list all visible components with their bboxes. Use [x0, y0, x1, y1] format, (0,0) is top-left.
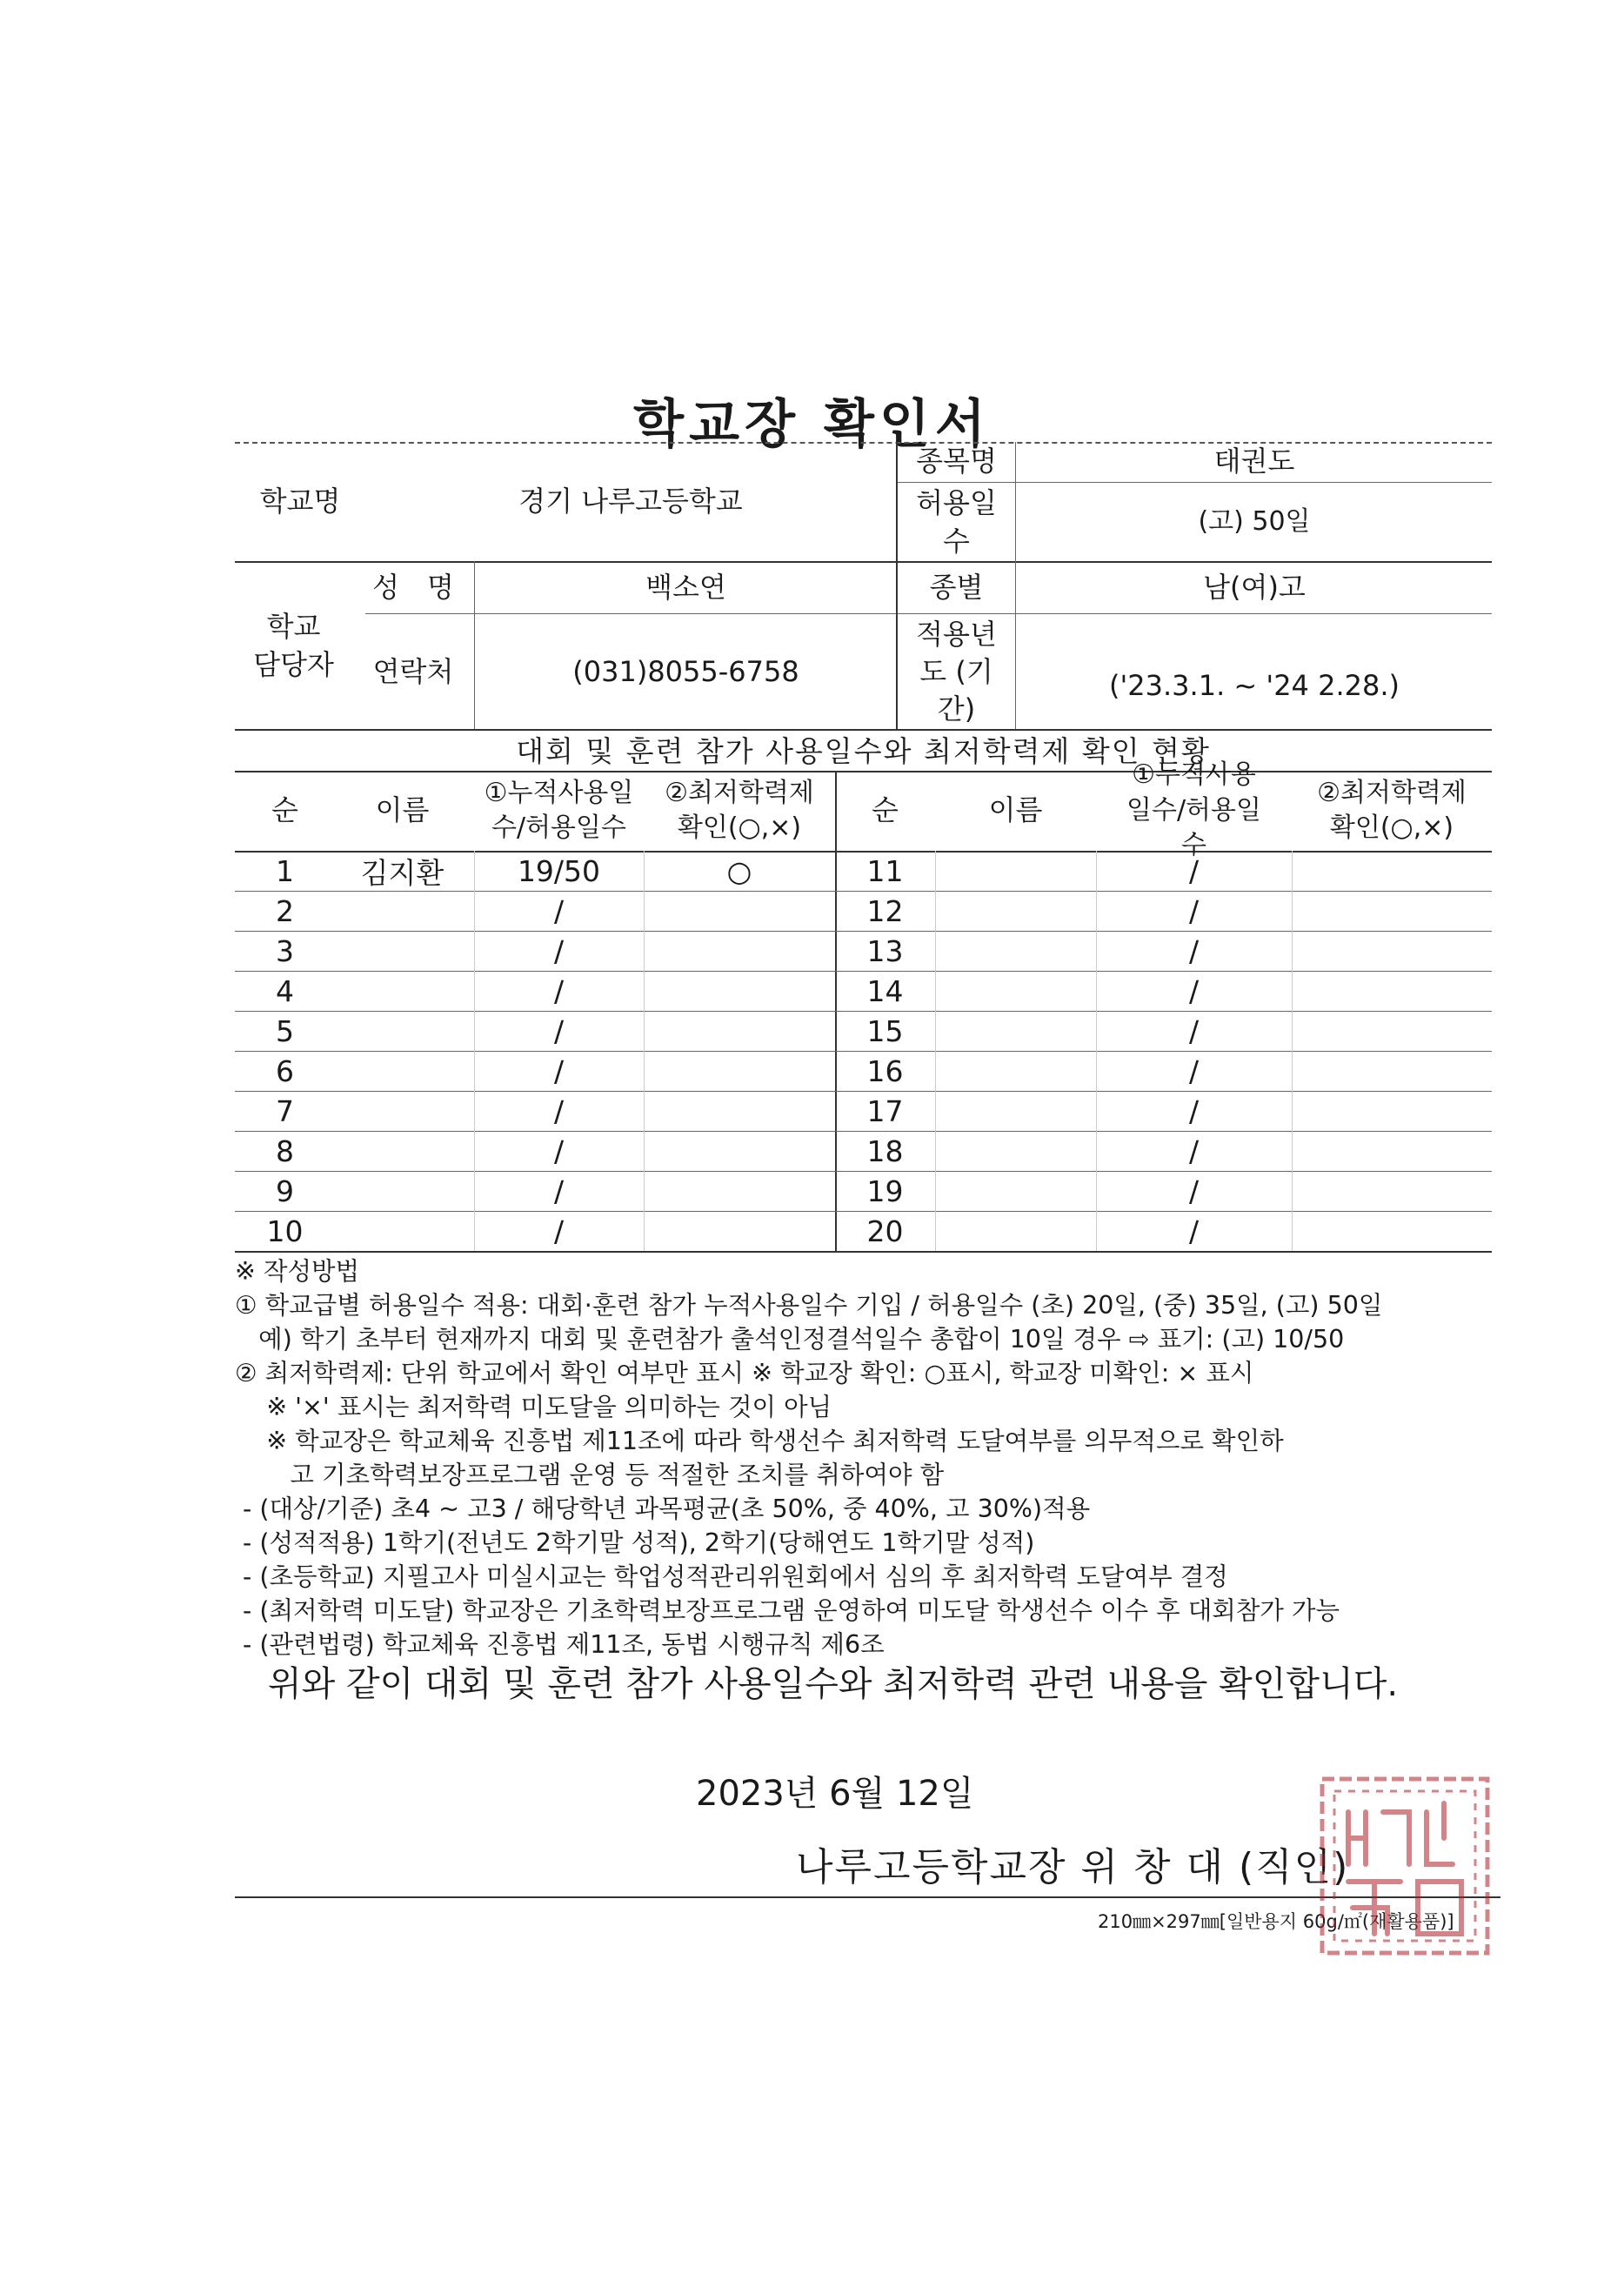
table-cell-check: [644, 1051, 835, 1091]
official-seal-icon: [1313, 1769, 1500, 1969]
note-line: - (초등학교) 지필고사 미실시교는 학업성적관리위원회에서 심의 후 최저학력 도달여부 결정: [235, 1562, 1228, 1591]
table-cell-name: [335, 971, 470, 1011]
sport-label: 종목명: [916, 445, 997, 478]
table-cell-days: /: [553, 933, 565, 968]
table-cell-no: 17: [866, 1093, 904, 1128]
table-cell-days: /: [1188, 1053, 1200, 1088]
table-cell-days: /: [1188, 1013, 1200, 1048]
table-cell-days: /: [1188, 893, 1200, 928]
table-cell-check: [644, 1131, 835, 1171]
table-cell-no: 15: [866, 1013, 904, 1048]
table-cell-no: 12: [866, 893, 904, 928]
table-cell-days: /: [1188, 1093, 1200, 1128]
manager-name: 백소연: [645, 571, 726, 605]
table-cell-check: ○: [726, 853, 752, 888]
allowed-days-label: 허용일수: [916, 486, 997, 558]
table-cell-no: 8: [276, 1133, 294, 1168]
header-name-left: 이름: [375, 793, 430, 827]
table-cell-name: 김지환: [360, 855, 444, 890]
table-cell-days: /: [1188, 973, 1200, 1008]
note-line: ※ '×' 표시는 최저학력 미도달을 의미하는 것이 아님: [235, 1393, 832, 1421]
table-cell-name: [935, 1131, 1096, 1171]
table-cell-name: [935, 971, 1096, 1011]
footer-border: [235, 1896, 1500, 1898]
name-row-border: [365, 613, 896, 614]
table-cell-check: [644, 971, 835, 1011]
allowed-days-value: (고) 50일: [1198, 506, 1311, 538]
note-line: ※ 작성방법: [235, 1257, 360, 1286]
header-check-left: ②최저학력제 확인(○,×): [665, 777, 814, 843]
table-cell-name: [335, 1011, 470, 1051]
note-line: ※ 학교장은 학교체육 진흥법 제11조에 따라 학생선수 최저학력 도달여부를 의무적으로 확인하: [235, 1427, 1284, 1455]
info-bottom-border: [235, 729, 1492, 731]
table-cell-check: [1292, 931, 1492, 971]
table-cell-name: [335, 1051, 470, 1091]
note-line: - (관련법령) 학교체육 진흥법 제11조, 동법 시행규칙 제6조: [235, 1630, 885, 1659]
header-days-right: ①누적사용일수/허용일수: [1126, 759, 1261, 861]
table-cell-name: [935, 931, 1096, 971]
table-cell-check: [1292, 1211, 1492, 1251]
table-cell-no: 16: [866, 1053, 904, 1088]
contact-label: 연락처: [372, 654, 454, 688]
period-value: ('23.3.1. ~ '24 2.28.): [1109, 669, 1400, 703]
table-cell-check: [644, 891, 835, 931]
table-cell-check: [644, 1011, 835, 1051]
sport-row-border: [896, 482, 1492, 483]
sport-value: 태권도: [1213, 445, 1295, 478]
note-line: 고 기초학력보장프로그램 운영 등 적절한 조치를 취하여야 함: [235, 1461, 945, 1489]
table-cell-no: 13: [866, 933, 904, 968]
school-name: 경기 나루고등학교: [518, 484, 743, 518]
table-cell-no: 6: [276, 1053, 294, 1088]
table-cell-no: 11: [866, 853, 904, 888]
table-cell-check: [1292, 891, 1492, 931]
table-cell-days: /: [553, 1053, 565, 1088]
note-line: 예) 학기 초부터 현재까지 대회 및 훈련참가 출석인정결석일수 총합이 10일 경우 ⇨ 표기: (고) 10/50: [235, 1325, 1345, 1354]
table-bottom-border: [235, 1251, 1492, 1253]
note-line: - (성적적용) 1학기(전년도 2학기말 성적), 2학기(당해연도 1학기말 성적): [235, 1528, 1035, 1557]
table-cell-days: /: [1188, 933, 1200, 968]
table-cell-name: [935, 1091, 1096, 1131]
table-cell-name: [935, 1011, 1096, 1051]
table-cell-name: [335, 1091, 470, 1131]
table-cell-no: 3: [276, 933, 294, 968]
document-title: 학교장 확인서: [633, 394, 991, 455]
table-cell-check: [1292, 851, 1492, 891]
table-cell-days: /: [553, 1133, 565, 1168]
table-cell-check: [1292, 1171, 1492, 1211]
table-cell-name: [935, 1051, 1096, 1091]
table-col-divider: [935, 851, 936, 1251]
table-cell-name: [335, 1171, 470, 1211]
table-cell-no: 19: [866, 1174, 904, 1208]
table-cell-name: [335, 1131, 470, 1171]
header-name-right: 이름: [988, 793, 1043, 827]
table-cell-days: /: [553, 1013, 565, 1048]
table-cell-no: 20: [866, 1214, 904, 1248]
table-cell-days: /: [553, 973, 565, 1008]
table-col-divider: [474, 851, 475, 1251]
table-cell-days: 19/50: [517, 853, 601, 888]
note-line: ② 최저학력제: 단위 학교에서 확인 여부만 표시 ※ 학교장 확인: ○표시, 학교장 미확인: × 표시: [235, 1359, 1254, 1388]
name-label: 성 명: [372, 571, 454, 605]
table-cell-name: [335, 891, 470, 931]
confirmation-text: 위와 같이 대회 및 훈련 참가 사용일수와 최저학력 관련 내용을 확인합니다.: [268, 1664, 1399, 1704]
table-cell-days: /: [1188, 853, 1200, 888]
writing-guide: [235, 1254, 1522, 1662]
table-cell-name: [335, 931, 470, 971]
type-row-border: [896, 613, 1492, 614]
table-cell-check: [644, 1171, 835, 1211]
table-cell-no: 7: [276, 1093, 294, 1128]
table-cell-days: /: [553, 1093, 565, 1128]
school-label: 학교명: [259, 484, 341, 518]
table-cell-name: [935, 1211, 1096, 1251]
table-cell-days: /: [553, 1174, 565, 1208]
table-cell-check: [644, 1091, 835, 1131]
type-value: 남(여)고: [1203, 571, 1306, 605]
table-cell-name: [935, 851, 1096, 891]
table-cell-name: [935, 1171, 1096, 1211]
manager-label: 학교 담당자: [253, 610, 334, 681]
table-cell-name: [335, 1211, 470, 1251]
table-cell-days: /: [1188, 1133, 1200, 1168]
table-cell-no: 5: [276, 1013, 294, 1048]
note-line: - (대상/기준) 초4 ~ 고3 / 해당학년 과목평균(초 50%, 중 40%, 고 30%)적용: [235, 1495, 1091, 1523]
note-line: - (최저학력 미도달) 학교장은 기초학력보장프로그램 운영하여 미도달 학생선수 이수 후 대회참가 가능: [235, 1596, 1340, 1625]
table-caption: 대회 및 훈련 참가 사용일수와 최저학력제 확인 현황: [516, 733, 1211, 768]
table-cell-days: /: [553, 893, 565, 928]
table-cell-check: [1292, 1051, 1492, 1091]
table-cell-check: [1292, 1011, 1492, 1051]
table-col-divider: [1292, 851, 1293, 1251]
table-cell-no: 1: [276, 853, 294, 888]
info-col-divider-2: [1015, 442, 1016, 729]
issue-date: 2023년 6월 12일: [696, 1774, 974, 1814]
table-cell-days: /: [1188, 1174, 1200, 1208]
principal-signature-line: 나루고등학교장 위 창 대 (직인): [796, 1845, 1350, 1889]
period-label: 적용년도 (기간): [916, 617, 997, 726]
table-cell-name: [935, 891, 1096, 931]
table-cell-days: /: [1188, 1214, 1200, 1248]
manager-col-divider: [474, 561, 475, 729]
table-cell-days: /: [553, 1214, 565, 1248]
table-cell-check: [1292, 971, 1492, 1011]
table-cell-check: [644, 1211, 835, 1251]
header-no-right: 순: [872, 793, 899, 827]
table-cell-no: 2: [276, 893, 294, 928]
table-cell-check: [644, 931, 835, 971]
table-col-divider: [1096, 851, 1097, 1251]
table-cell-no: 14: [866, 973, 904, 1008]
paper-spec: 210㎜×297㎜[일반용지 60g/㎡(재활용품)]: [1098, 1911, 1454, 1932]
contact-value: (031)8055-6758: [572, 654, 799, 688]
table-col-divider: [644, 851, 645, 1251]
table-cell-no: 18: [866, 1133, 904, 1168]
header-days-left: ①누적사용일수/허용일수: [484, 777, 634, 843]
header-no-left: 순: [271, 793, 298, 827]
header-check-right: ②최저학력제 확인(○,×): [1317, 777, 1467, 843]
table-cell-no: 4: [276, 973, 294, 1008]
type-label: 종별: [929, 571, 984, 605]
table-cell-check: [1292, 1091, 1492, 1131]
table-cell-no: 9: [276, 1174, 294, 1208]
note-line: ① 학교급별 허용일수 적용: 대회·훈련 참가 누적사용일수 기입 / 허용일수 (초) 20일, (중) 35일, (고) 50일: [235, 1291, 1383, 1320]
table-cell-no: 10: [266, 1214, 304, 1248]
table-cell-check: [1292, 1131, 1492, 1171]
